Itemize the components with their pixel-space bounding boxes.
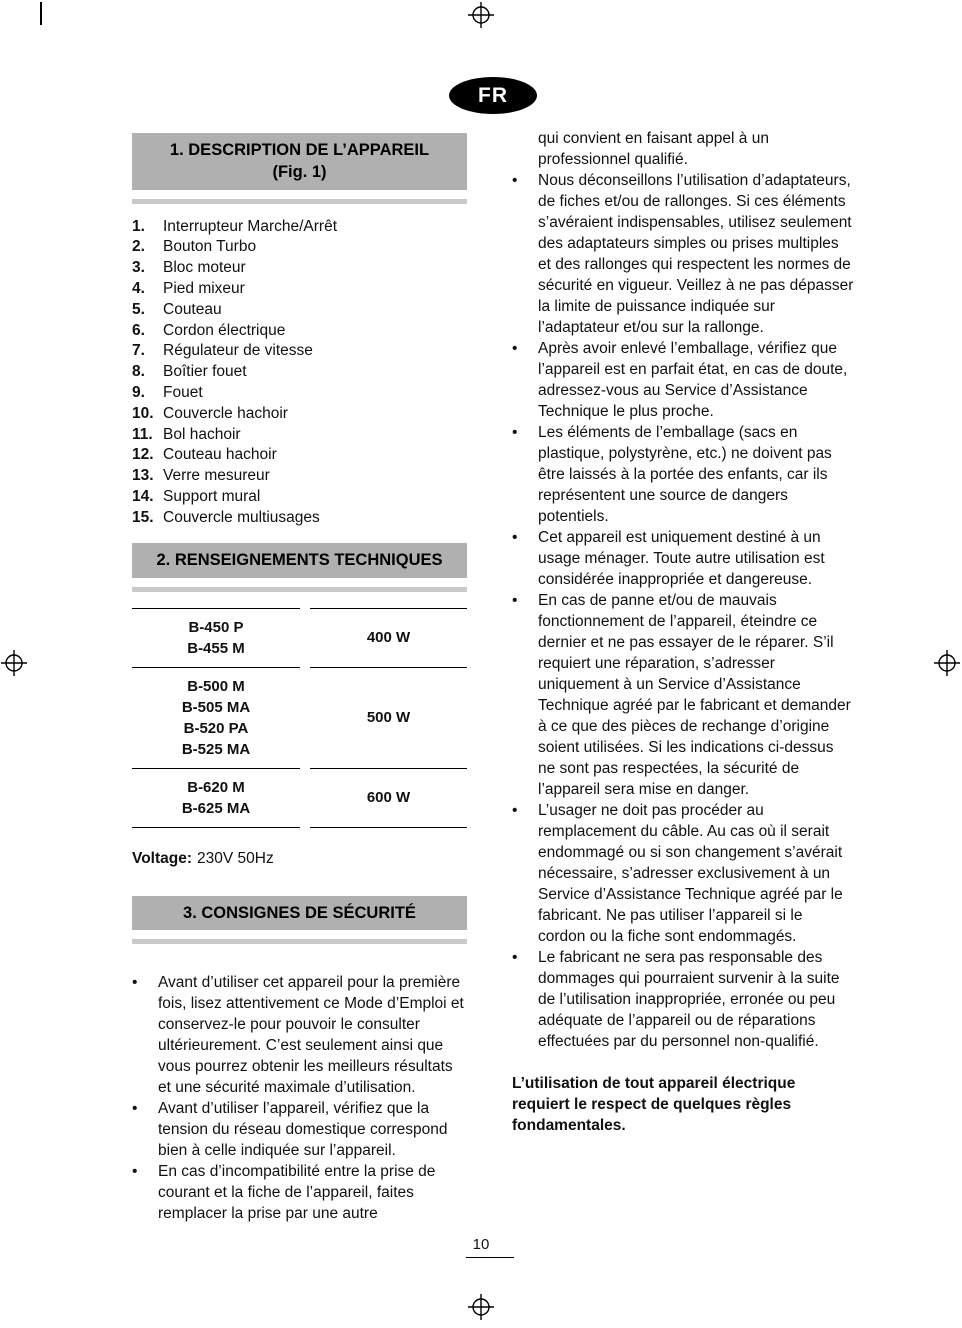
models-cell	[132, 608, 300, 668]
bullet-text: Avant d’utiliser l’appareil, vérifiez que la tension du réseau domestique correspond bien à celle indiquée sur l’appareil.	[158, 1100, 448, 1160]
bullet-marker: •	[512, 592, 518, 609]
item-number: 10.	[132, 404, 154, 422]
bullet-item	[512, 338, 854, 422]
bullet-text: Avant d’utiliser cet appareil pour la première fois, lisez attentivement ce Mode d’Emploi et conservez-le pour pouvoir le consulter ultérieurement. C’est seulement ainsi que vous pourrez obtenir les meilleurs résultats et une sécurité maximale d’utilisation.	[158, 974, 464, 1097]
list-item	[132, 383, 467, 404]
section3-rule	[132, 939, 467, 944]
item-label: Interrupteur Marche/Arrêt	[163, 217, 338, 235]
table-row	[132, 668, 467, 769]
list-item	[132, 466, 467, 487]
power-value: 400 W	[366, 629, 411, 647]
bullet-text: Cet appareil est uniquement destiné à un usage ménager. Toute autre utilisation est considérée inappropriée et dangereuse.	[538, 529, 825, 588]
safety-bullets-right	[512, 170, 854, 1052]
bullet-item	[132, 1161, 467, 1224]
language-badge	[449, 77, 537, 114]
model-name: B-455 M	[187, 639, 245, 657]
model-name: B-525 MA	[181, 740, 251, 758]
bullet-text: Les éléments de l’emballage (sacs en plastique, polystyrène, etc.) ne doivent pas être laissés à la portée des enfants, car ils représentent une source de dangers potentiels.	[538, 424, 832, 525]
item-label: Couteau	[163, 300, 222, 318]
item-label: Couvercle hachoir	[163, 404, 288, 422]
list-item	[132, 425, 467, 446]
list-item	[132, 362, 467, 383]
list-item	[132, 237, 467, 258]
item-number: 15.	[132, 508, 154, 526]
section1-title-line1: 1. DESCRIPTION DE L’APPAREIL	[169, 141, 430, 159]
item-number: 6.	[132, 321, 145, 339]
bullet-text: Nous déconseillons l’utilisation d’adaptateurs, de fiches et/ou de rallonges. Si ces éléments s’avéraient indispensables, utilisez seulement des adaptateurs simples ou prises multiples et des rallonges qui respectent les normes de sécurité en vigueur. Veillez à ne pas dépasser la limite de puissance indiquée sur l’adaptateur et/ou sur la rallonge.	[538, 172, 854, 336]
item-number: 12.	[132, 446, 154, 464]
item-label: Couvercle multiusages	[163, 508, 320, 526]
section3-header	[132, 896, 467, 930]
parts-list	[132, 217, 467, 529]
bullet-marker: •	[512, 529, 518, 546]
bullet-text: En cas de panne et/ou de mauvais fonctionnement de l’appareil, éteindre ce dernier et ne pas essayer de le réparer. S’il requiert une réparation, s’adresser uniquement à un Service d’Assistance Technique agréé par le fabricant et demander à ce que des pièces de rechange d’origine soient utilisées. Si les indications ci-dessus ne sont pas respectées, la sécurité de l’appareil sera mise en danger.	[538, 592, 851, 798]
section1-title-line2: (Fig. 1)	[272, 163, 327, 182]
bullet-marker: •	[512, 802, 518, 819]
power-cell	[310, 769, 467, 828]
item-label: Bouton Turbo	[163, 238, 257, 256]
right-column	[512, 128, 854, 1136]
bullet-text: Le fabricant ne sera pas responsable des dommages qui pourraient survenir à la suite de l’utilisation inappropriée, erronée ou peu adéquate de l’appareil ou de réparations effectuées par du personnel non-qualifié.	[538, 949, 840, 1050]
item-label: Fouet	[163, 383, 203, 401]
page-number: 10	[472, 1236, 490, 1253]
bullet-text: Après avoir enlevé l’emballage, vérifiez que l’appareil est en parfait état, en cas de doute, adressez-vous au Service d’Assistance Technique le plus proche.	[538, 340, 848, 420]
bullet-text: L’usager ne doit pas procéder au remplacement du câble. Au cas où il serait endommagé ou si son changement s’avérait nécessaire, s’adresser exclusivement à un Service d’Assistance Technique agréé par le fabricant. Ne pas utiliser l’appareil si le cordon ou la fiche sont endommagés.	[538, 802, 843, 945]
section3-title: 3. CONSIGNES DE SÉCURITÉ	[183, 903, 416, 922]
section2-header	[132, 543, 467, 577]
bullet-marker: •	[132, 1100, 138, 1118]
list-item	[132, 508, 467, 529]
bullet-marker: •	[512, 949, 518, 966]
item-label: Pied mixeur	[163, 279, 245, 297]
table-row	[132, 608, 467, 668]
bullet-item	[132, 1098, 467, 1161]
section1-header	[132, 133, 467, 190]
item-number: 5.	[132, 300, 145, 318]
model-name: B-520 PA	[183, 719, 249, 737]
list-item	[132, 487, 467, 508]
voltage-value: 230V 50Hz	[197, 849, 274, 867]
power-value: 600 W	[366, 789, 411, 807]
bullet-item	[132, 972, 467, 1098]
item-label: Bloc moteur	[163, 259, 246, 277]
language-badge-label: FR	[478, 83, 508, 107]
list-item	[132, 341, 467, 362]
power-cell	[310, 608, 467, 668]
list-item	[132, 445, 467, 466]
item-number: 1.	[132, 217, 145, 235]
item-number: 8.	[132, 363, 145, 381]
table-row	[132, 769, 467, 828]
bullet-item	[512, 527, 854, 590]
safety-bullets-left	[132, 972, 467, 1224]
power-cell	[310, 668, 467, 769]
item-label: Verre mesureur	[163, 467, 270, 485]
registration-mark-top	[468, 2, 494, 28]
voltage-line	[132, 850, 467, 868]
page-number-underline	[466, 1257, 514, 1258]
crop-mark-top-left	[40, 2, 42, 25]
model-name: B-625 MA	[181, 799, 251, 817]
item-number: 7.	[132, 342, 145, 360]
model-name: B-450 P	[188, 618, 244, 636]
bullet-item	[512, 947, 854, 1052]
list-item	[132, 258, 467, 279]
model-name: B-500 M	[187, 677, 245, 695]
item-label: Couteau hachoir	[163, 446, 277, 464]
models-cell	[132, 668, 300, 769]
bullet-marker: •	[512, 424, 518, 441]
item-label: Boîtier fouet	[163, 363, 247, 381]
voltage-label: Voltage:	[132, 849, 192, 867]
item-number: 14.	[132, 487, 154, 505]
models-cell	[132, 769, 300, 828]
list-item	[132, 321, 467, 342]
bullet-marker: •	[132, 1163, 138, 1181]
bullet-marker: •	[132, 974, 138, 992]
item-number: 13.	[132, 467, 154, 485]
item-number: 3.	[132, 259, 145, 277]
power-value: 500 W	[366, 709, 411, 727]
continuation-paragraph: qui convient en faisant appel à un professionnel qualifié.	[538, 130, 769, 168]
section2-rule	[132, 587, 467, 592]
list-item	[132, 300, 467, 321]
left-column	[132, 133, 467, 1224]
technical-table	[132, 608, 467, 828]
item-label: Bol hachoir	[163, 425, 241, 443]
bullet-item	[512, 422, 854, 527]
item-number: 4.	[132, 279, 145, 297]
bold-note: L’utilisation de tout appareil électrique requiert le respect de quelques règles fondamentales.	[512, 1075, 796, 1134]
model-name: B-505 MA	[181, 698, 251, 716]
registration-mark-bottom	[468, 1294, 494, 1320]
item-number: 9.	[132, 383, 145, 401]
item-label: Régulateur de vitesse	[163, 342, 313, 360]
bullet-marker: •	[512, 340, 518, 357]
item-number: 11.	[132, 425, 153, 443]
registration-mark-left	[1, 650, 27, 676]
section1-rule	[132, 199, 467, 204]
bullet-item	[512, 590, 854, 800]
list-item	[132, 279, 467, 300]
item-label: Support mural	[163, 487, 261, 505]
list-item	[132, 404, 467, 425]
bullet-item	[512, 170, 854, 338]
list-item	[132, 217, 467, 238]
bullet-item	[512, 800, 854, 947]
bullet-text: En cas d’incompatibilité entre la prise de courant et la fiche de l’appareil, faites remplacer la prise par une autre	[158, 1163, 436, 1223]
item-number: 2.	[132, 238, 145, 256]
item-label: Cordon électrique	[163, 321, 286, 339]
model-name: B-620 M	[187, 778, 245, 796]
section2-title: 2. RENSEIGNEMENTS TECHNIQUES	[156, 551, 443, 570]
registration-mark-right	[934, 650, 960, 676]
bullet-marker: •	[512, 172, 518, 189]
